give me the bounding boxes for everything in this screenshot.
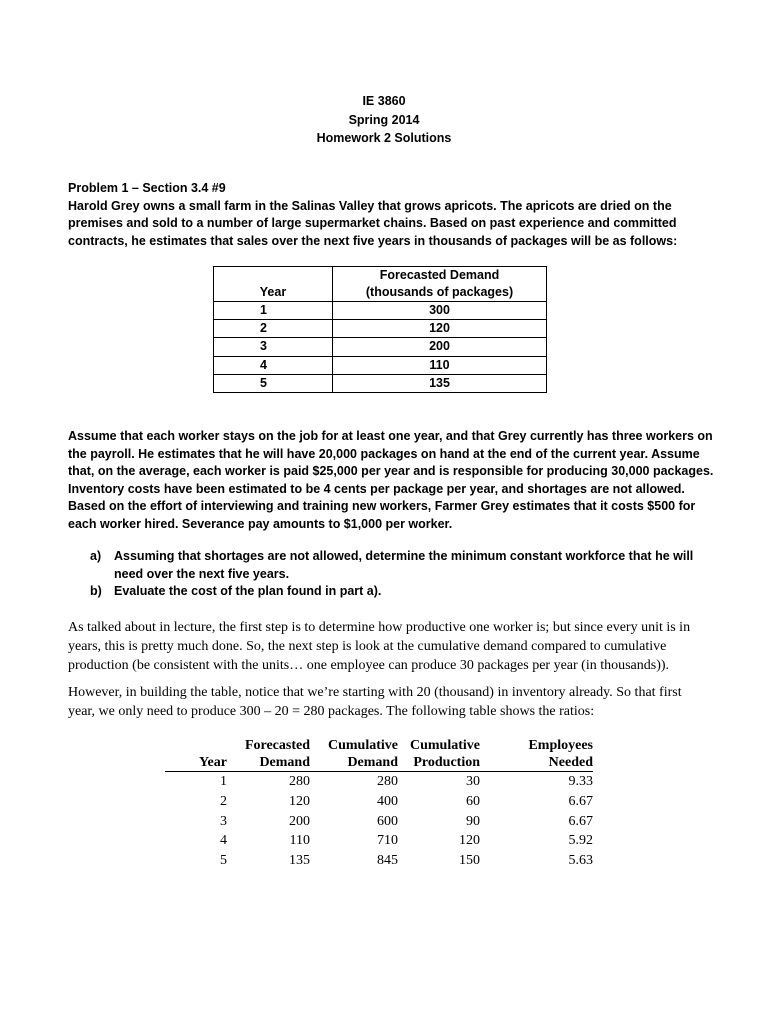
part-text: Evaluate the cost of the plan found in part a). bbox=[114, 584, 382, 599]
year-cell: 2 bbox=[214, 320, 333, 338]
table-row bbox=[214, 356, 547, 374]
demand-header-line-2: (thousands of packages) bbox=[365, 285, 514, 299]
part-label: b) bbox=[90, 584, 102, 599]
year-cell: 5 bbox=[214, 374, 333, 392]
employees-needed-cell: 6.67 bbox=[568, 813, 593, 829]
part-text: Assuming that shortages are not allowed, determine the minimum constant workforce that he will need over the next five years. bbox=[114, 549, 694, 581]
assumption-paragraph: Based on the effort of interviewing and training new workers, Farmer Grey estimates that it costs $500 for each worker hired. Severance pay amounts to $1,000 per worker. bbox=[68, 499, 696, 531]
question-part-a bbox=[90, 548, 710, 583]
table-row bbox=[165, 831, 593, 851]
year-cell: 1 bbox=[214, 302, 333, 320]
ratios-table-header bbox=[165, 738, 593, 772]
year-cell: 2 bbox=[220, 794, 227, 810]
forecasted-demand-cell: 110 bbox=[289, 833, 310, 849]
table-row bbox=[214, 338, 547, 356]
cumulative-production-cell: 150 bbox=[459, 853, 480, 869]
term: Spring 2014 bbox=[348, 112, 420, 127]
column-header-year: Year bbox=[199, 754, 227, 770]
assumption-paragraph: Inventory costs have been estimated to be 4 cents per package per year, and shortages are not allowed. bbox=[68, 481, 685, 496]
demand-cell: 135 bbox=[333, 374, 547, 392]
solution-paragraph-1: As talked about in lecture, the first step is to determine how productive one worker is; but since every unit is in years, this is pretty much done. So, the next step is look at the cumulative demand compared to cumulative production (be consistent with the units… one employee can produce 30 packages per year (in thousands)). bbox=[68, 620, 691, 673]
table-row bbox=[165, 851, 593, 871]
document-header bbox=[0, 92, 768, 148]
year-cell: 1 bbox=[220, 774, 227, 790]
employees-needed-cell: 5.63 bbox=[568, 853, 593, 869]
assumption-paragraph: Assume that each worker stays on the job for at least one year, and that Grey currently has three workers on the payroll. He estimates that he will have 20,000 packages on hand at the end of the current year. Assume that, on the average, each worker is paid $25,000 per year and is responsible for producing 30,000 packages. bbox=[68, 429, 714, 479]
demand-table-header bbox=[214, 267, 547, 302]
cumulative-production-cell: 90 bbox=[466, 813, 480, 829]
cumulative-demand-cell: 845 bbox=[377, 853, 398, 869]
column-header-employees-needed: Employees Needed bbox=[528, 738, 593, 770]
year-cell: 5 bbox=[220, 853, 227, 869]
demand-cell: 110 bbox=[333, 356, 547, 374]
table-row bbox=[214, 302, 547, 320]
employees-needed-cell: 5.92 bbox=[568, 833, 593, 849]
course-code: IE 3860 bbox=[362, 94, 406, 108]
assumptions bbox=[68, 428, 718, 534]
year-cell: 4 bbox=[220, 833, 227, 849]
table-row bbox=[165, 772, 593, 792]
cumulative-demand-cell: 400 bbox=[377, 794, 398, 810]
demand-table bbox=[213, 266, 547, 393]
demand-cell: 120 bbox=[333, 320, 547, 338]
forecasted-demand-cell: 120 bbox=[289, 794, 310, 810]
cumulative-demand-cell: 280 bbox=[377, 774, 398, 790]
part-label: a) bbox=[90, 549, 102, 563]
cumulative-demand-cell: 600 bbox=[377, 813, 398, 829]
document-title: Homework 2 Solutions bbox=[316, 131, 452, 145]
forecasted-demand-cell: 200 bbox=[289, 813, 310, 829]
solution-paragraph-2: However, in building the table, notice that we’re starting with 20 (thousand) in inventory already. So that first year, we only need to produce 300 – 20 = 280 packages. The following table shows the ratios: bbox=[68, 685, 682, 719]
problem-title: Problem 1 – Section 3.4 #9 bbox=[68, 181, 226, 195]
cumulative-demand-cell: 710 bbox=[377, 833, 398, 849]
cumulative-production-cell: 60 bbox=[466, 794, 480, 810]
cumulative-production-cell: 30 bbox=[466, 774, 480, 790]
forecasted-demand-cell: 135 bbox=[289, 853, 310, 869]
demand-column-header bbox=[333, 267, 547, 302]
year-cell: 4 bbox=[214, 356, 333, 374]
column-header-cumulative-demand: Cumulative Demand bbox=[328, 738, 398, 770]
cumulative-production-cell: 120 bbox=[459, 833, 480, 849]
table-row bbox=[165, 792, 593, 812]
table-row bbox=[214, 374, 547, 392]
employees-needed-cell: 9.33 bbox=[568, 774, 593, 790]
problem-statement bbox=[68, 180, 708, 250]
question-parts bbox=[90, 548, 710, 601]
table-row bbox=[214, 320, 547, 338]
forecasted-demand-cell: 280 bbox=[289, 774, 310, 790]
ratios-table bbox=[165, 738, 593, 870]
demand-cell: 200 bbox=[333, 338, 547, 356]
demand-header-line-1: Forecasted Demand bbox=[379, 268, 500, 282]
year-column-header: Year bbox=[214, 267, 333, 302]
question-part-b bbox=[90, 583, 710, 601]
column-header-forecasted-demand: Forecasted Demand bbox=[244, 738, 310, 770]
employees-needed-cell: 6.67 bbox=[568, 794, 593, 810]
year-cell: 3 bbox=[214, 338, 333, 356]
table-row bbox=[165, 811, 593, 831]
year-cell: 3 bbox=[220, 813, 227, 829]
demand-cell: 300 bbox=[333, 302, 547, 320]
column-header-cumulative-production: Cumulative Production bbox=[410, 738, 480, 770]
problem-intro: Harold Grey owns a small farm in the Salinas Valley that grows apricots. The apricots are dried on the premises and sold to a number of large supermarket chains. Based on past experience and committed contracts, he estimates that sales over the next five years in thousands of packages will be as follows: bbox=[68, 198, 678, 248]
